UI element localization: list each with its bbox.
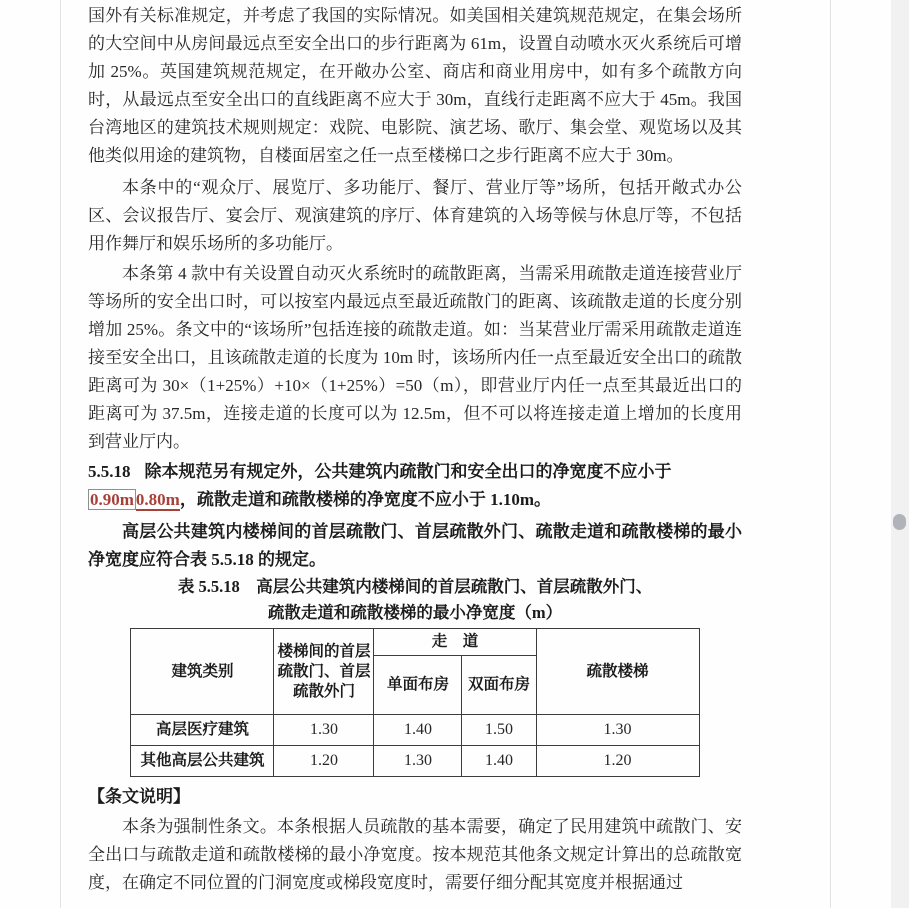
clause-5-5-18 bbox=[88, 458, 742, 514]
table-title-line2: 疏散走道和疏散楼梯的最小净宽度（m） bbox=[267, 603, 563, 622]
cell-value: 1.50 bbox=[462, 715, 536, 746]
page-left-edge bbox=[60, 0, 61, 908]
header-single-side-rooms: 单面布房 bbox=[374, 656, 462, 715]
paragraph-hall-definition: 本条中的“观众厅、展览厅、多功能厅、餐厅、营业厅等”场所，包括开敞式办公区、会议报告厅、宴会厅、观演建筑的序厅、体育建筑的入场等候与休息厅等，不包括用作舞厅和娱乐场所的多功能厅。 bbox=[88, 178, 742, 253]
clause-supplement: 高层公共建筑内楼梯间的首层疏散门、首层疏散外门、疏散走道和疏散楼梯的最小净宽度应符合表 5.5.18 的规定。 bbox=[88, 522, 742, 569]
paragraph-foreign-standards: 国外有关标准规定，并考虑了我国的实际情况。如美国相关建筑规范规定，在集会场所的大空间中从房间最远点至安全出口的步行距离为 61m，设置自动喷水灭火系统后可增加 25%。英国建筑规范规定，在开敞办公室、商店和商业用房中，如有多个疏散方向时，从最远点至安全出口的直线距离不应大于 30m，直线行走距离不应大于 45m。我国台湾地区的建筑技术规则规定：戏院、电影院、演艺场、歌厅、集会堂、观览场以及其他类似用途的建筑物，自楼面居室之任一点至楼梯口之步行距离不应大于 30m。 bbox=[88, 6, 742, 165]
revision-deleted-value: 0.90m bbox=[90, 490, 134, 509]
revision-inserted-value: 0.80m bbox=[135, 490, 180, 509]
table-row bbox=[131, 746, 699, 777]
paragraph-sprinkler-distance: 本条第 4 款中有关设置自动灭火系统时的疏散距离，当需采用疏散走道连接营业厅等场所的安全出口时，可以按室内最远点至最近疏散门的距离、该疏散走道的长度分别增加 25%。条文中的“该场所”包括连接的疏散走道。如：当某营业厅需采用疏散走道连接至安全出口，且该疏散走道的长度为 10m 时，该场所内任一点至最近安全出口的疏散距离可为 30×（1+25%）+10×（1+25%）=50（m），即营业厅内任一点至其最近出口的距离可为 37.5m，连接走道的长度可以为 12.5m，但不可以将连接走道上增加的长度用到营业厅内。 bbox=[88, 264, 742, 451]
clause-number: 5.5.18 bbox=[88, 462, 131, 481]
explanation-heading: 【条文说明】 bbox=[88, 787, 190, 806]
row-label-other-public: 其他高层公共建筑 bbox=[131, 746, 274, 777]
row-label-medical: 高层医疗建筑 bbox=[131, 715, 274, 746]
cell-value: 1.20 bbox=[536, 746, 699, 777]
page-right-edge bbox=[830, 0, 831, 908]
header-evacuation-stairs: 疏散楼梯 bbox=[536, 629, 699, 715]
scrollbar-thumb[interactable] bbox=[893, 514, 906, 530]
cell-value: 1.20 bbox=[274, 746, 374, 777]
cell-value: 1.30 bbox=[374, 746, 462, 777]
table-row bbox=[131, 715, 699, 746]
cell-value: 1.30 bbox=[274, 715, 374, 746]
header-double-side-rooms: 双面布房 bbox=[462, 656, 536, 715]
min-width-table bbox=[130, 628, 699, 777]
cell-value: 1.30 bbox=[536, 715, 699, 746]
cell-value: 1.40 bbox=[462, 746, 536, 777]
clause-text-before: 除本规范另有规定外，公共建筑内疏散门和安全出口的净宽度不应小于 bbox=[144, 462, 672, 481]
page-content bbox=[88, 2, 742, 897]
explanation-paragraph: 本条为强制性条文。本条根据人员疏散的基本需要，确定了民用建筑中疏散门、安全出口与疏散走道和疏散楼梯的最小净宽度。按本规范其他条文规定计算出的总疏散宽度，在确定不同位置的门洞宽度或梯段宽度时，需要仔细分配其宽度并根据通过 bbox=[88, 817, 742, 892]
table-title bbox=[88, 574, 742, 626]
table-title-line1: 表 5.5.18 高层公共建筑内楼梯间的首层疏散门、首层疏散外门、 bbox=[177, 577, 653, 596]
clause-text-after: ，疏散走道和疏散楼梯的净宽度不应小于 1.10m。 bbox=[179, 490, 552, 509]
header-walkway: 走 道 bbox=[374, 629, 536, 656]
cell-value: 1.40 bbox=[374, 715, 462, 746]
header-stairwell-doors: 楼梯间的首层疏散门、首层疏散外门 bbox=[274, 629, 374, 715]
header-building-category: 建筑类别 bbox=[131, 629, 274, 715]
scrollbar-track[interactable] bbox=[891, 0, 909, 908]
